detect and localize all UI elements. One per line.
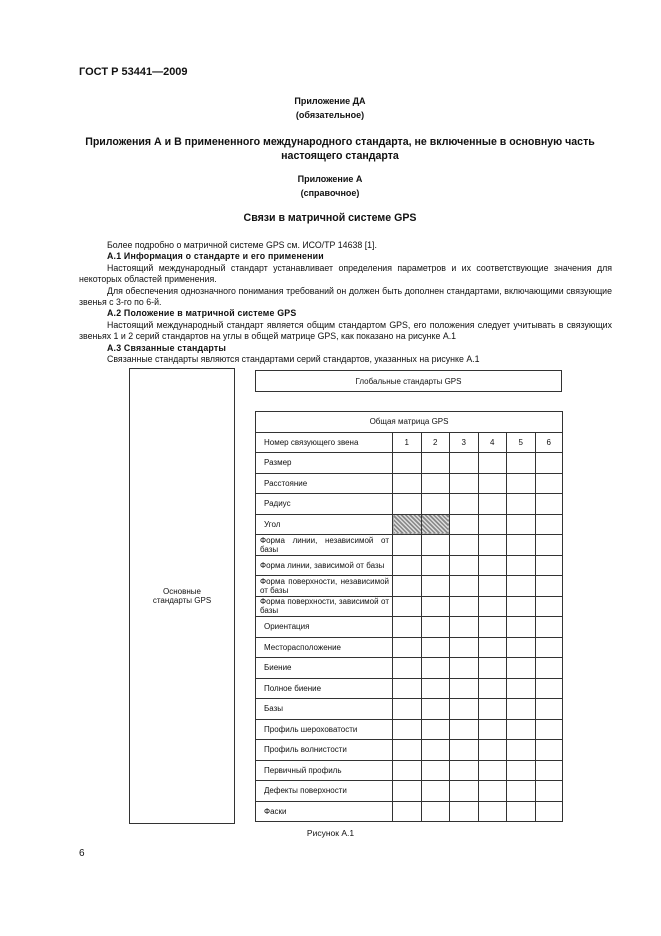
- matrix-cell: [535, 699, 563, 720]
- matrix-cell: [478, 555, 507, 576]
- matrix-cell: [535, 637, 563, 658]
- matrix-cell-highlighted: [421, 514, 450, 535]
- matrix-row: [256, 453, 563, 474]
- matrix-cell: [421, 473, 450, 494]
- matrix-cell: [450, 617, 479, 638]
- document-header: ГОСТ Р 53441—2009: [79, 66, 188, 78]
- matrix-cell: [421, 494, 450, 515]
- matrix-row: [256, 781, 563, 802]
- matrix-row: [256, 576, 563, 597]
- matrix-cell: [450, 637, 479, 658]
- matrix-cell: [450, 658, 479, 679]
- matrix-cell: [535, 760, 563, 781]
- link-number: 3: [450, 432, 479, 453]
- matrix-cell: [507, 555, 536, 576]
- matrix-row-label: Угол: [256, 514, 393, 535]
- paragraph-a1-1: Настоящий международный стандарт устанавливает определения параметров и их соответствующие значения для некоторых областей применения.: [79, 262, 612, 285]
- link-number: 2: [421, 432, 450, 453]
- global-standards-box: [255, 370, 562, 392]
- matrix-cell: [507, 658, 536, 679]
- matrix-row: [256, 719, 563, 740]
- matrix-row: [256, 658, 563, 679]
- matrix-cell: [507, 760, 536, 781]
- matrix-cell: [421, 699, 450, 720]
- matrix-cell: [478, 801, 507, 822]
- matrix-cell: [535, 473, 563, 494]
- matrix-cell: [535, 658, 563, 679]
- matrix-cell: [507, 637, 536, 658]
- matrix-cell: [535, 576, 563, 597]
- matrix-cell: [450, 781, 479, 802]
- matrix-cell: [478, 781, 507, 802]
- matrix-cell: [450, 699, 479, 720]
- matrix-cell: [421, 555, 450, 576]
- annex-a-title: Приложение А: [297, 174, 363, 184]
- annex-da-title: Приложение ДА: [294, 96, 366, 106]
- matrix-cell: [421, 719, 450, 740]
- matrix-cell: [421, 801, 450, 822]
- matrix-cell: [450, 453, 479, 474]
- matrix-cell: [507, 576, 536, 597]
- matrix-row: [256, 596, 563, 617]
- matrix-cell: [507, 719, 536, 740]
- matrix-cell: [393, 781, 422, 802]
- matrix-row-label: Фаски: [256, 801, 393, 822]
- matrix-row: [256, 617, 563, 638]
- basic-standards-label: Основные стандарты GPS: [152, 587, 212, 605]
- matrix-row: [256, 699, 563, 720]
- matrix-row: [256, 637, 563, 658]
- matrix-row: [256, 801, 563, 822]
- matrix-cell: [478, 699, 507, 720]
- link-number: 4: [478, 432, 507, 453]
- matrix-cell: [421, 535, 450, 556]
- basic-standards-box: [129, 368, 235, 824]
- matrix-cell: [535, 453, 563, 474]
- matrix-cell: [535, 617, 563, 638]
- matrix-row-label: Профиль волнистости: [256, 740, 393, 761]
- matrix-cell: [421, 760, 450, 781]
- matrix-cell: [421, 781, 450, 802]
- matrix-cell: [535, 740, 563, 761]
- matrix-row-label: Базы: [256, 699, 393, 720]
- matrix-cell: [478, 596, 507, 617]
- gps-matrix-table: [255, 411, 563, 822]
- matrix-row-label: Форма линии, зависимой от базы: [256, 555, 393, 576]
- annex-da-status: (обязательное): [295, 110, 365, 120]
- link-header: Номер связующего звена: [256, 432, 393, 453]
- matrix-cell: [478, 740, 507, 761]
- matrix-cell: [535, 555, 563, 576]
- matrix-row: [256, 535, 563, 556]
- paragraph-a1-2: Для обеспечения однозначного понимания требований он должен быть дополнен стандартами, включающими связующие звенья с 3-го по 6-й.: [79, 285, 612, 308]
- matrix-cell: [393, 596, 422, 617]
- matrix-row-label: Форма поверхности, независимой от базы: [256, 576, 393, 597]
- matrix-cell: [393, 740, 422, 761]
- heading-a1: А.1 Информация о стандарте и его применении: [107, 251, 324, 262]
- matrix-cell: [507, 740, 536, 761]
- matrix-cell: [478, 678, 507, 699]
- matrix-cell: [507, 801, 536, 822]
- matrix-cell: [421, 596, 450, 617]
- matrix-cell: [393, 699, 422, 720]
- matrix-cell: [535, 801, 563, 822]
- matrix-row-label: Ориентация: [256, 617, 393, 638]
- matrix-cell: [393, 678, 422, 699]
- matrix-cell: [478, 473, 507, 494]
- matrix-cell: [421, 453, 450, 474]
- main-title-line2: настоящего стандарта: [281, 150, 399, 162]
- matrix-cell: [393, 494, 422, 515]
- matrix-cell: [450, 514, 479, 535]
- matrix-cell: [535, 781, 563, 802]
- matrix-cell: [393, 658, 422, 679]
- matrix-row-label: Биение: [256, 658, 393, 679]
- matrix-cell: [450, 740, 479, 761]
- heading-a3: А.3 Связанные стандарты: [107, 342, 227, 353]
- matrix-cell: [421, 740, 450, 761]
- matrix-row-label: Радиус: [256, 494, 393, 515]
- section-title: Связи в матричной системе GPS: [243, 212, 417, 224]
- matrix-cell: [535, 596, 563, 617]
- main-title-line1: Приложения А и В примененного международного стандарта, не включенные в основную часть: [85, 136, 595, 148]
- matrix-cell: [421, 637, 450, 658]
- matrix-row-label: Размер: [256, 453, 393, 474]
- matrix-cell: [393, 576, 422, 597]
- matrix-cell: [393, 719, 422, 740]
- matrix-cell: [450, 801, 479, 822]
- matrix-cell: [535, 719, 563, 740]
- matrix-row: [256, 740, 563, 761]
- matrix-row: [256, 514, 563, 535]
- link-number: 5: [507, 432, 536, 453]
- matrix-row-label: Первичный профиль: [256, 760, 393, 781]
- matrix-row-label: Дефекты поверхности: [256, 781, 393, 802]
- matrix-cell: [393, 801, 422, 822]
- matrix-cell: [507, 596, 536, 617]
- matrix-cell: [478, 514, 507, 535]
- matrix-cell: [507, 453, 536, 474]
- matrix-cell: [478, 719, 507, 740]
- matrix-row-label: Профиль шероховатости: [256, 719, 393, 740]
- matrix-cell: [450, 555, 479, 576]
- matrix-title-row: [256, 412, 563, 433]
- matrix-cell: [507, 617, 536, 638]
- matrix-cell-highlighted: [393, 514, 422, 535]
- matrix-cell: [421, 576, 450, 597]
- matrix-cell: [450, 719, 479, 740]
- matrix-cell: [478, 494, 507, 515]
- matrix-row: [256, 678, 563, 699]
- matrix-cell: [450, 494, 479, 515]
- matrix-cell: [421, 678, 450, 699]
- matrix-cell: [507, 494, 536, 515]
- matrix-row-label: Форма поверхности, зависимой от базы: [256, 596, 393, 617]
- matrix-row-label: Полное биение: [256, 678, 393, 699]
- matrix-cell: [507, 514, 536, 535]
- matrix-cell: [478, 453, 507, 474]
- matrix-row: [256, 760, 563, 781]
- figure-caption: Рисунок А.1: [306, 828, 355, 838]
- link-header-row: [256, 432, 563, 453]
- matrix-cell: [507, 781, 536, 802]
- matrix-cell: [450, 596, 479, 617]
- matrix-row-label: Форма линии, независимой от базы: [256, 535, 393, 556]
- matrix-cell: [450, 473, 479, 494]
- matrix-cell: [507, 535, 536, 556]
- matrix-cell: [393, 617, 422, 638]
- matrix-cell: [478, 658, 507, 679]
- annex-a-status: (справочное): [300, 188, 360, 198]
- paragraph-intro: Более подробно о матричной системе GPS см. ИСО/ТР 14638 [1].: [107, 240, 377, 250]
- paragraph-a2: Настоящий международный стандарт является общим стандартом GPS, его положения следует учитывать в связующих звеньях 1 и 2 серий стандартов на углы в общей матрице GPS, как показано на рисунке А.1: [79, 319, 612, 342]
- matrix-cell: [450, 576, 479, 597]
- matrix-cell: [450, 760, 479, 781]
- matrix-row: [256, 555, 563, 576]
- matrix-cell: [478, 617, 507, 638]
- matrix-cell: [421, 617, 450, 638]
- matrix-cell: [421, 658, 450, 679]
- matrix-row: [256, 473, 563, 494]
- matrix-cell: [393, 453, 422, 474]
- matrix-row-label: Расстояние: [256, 473, 393, 494]
- matrix-cell: [478, 535, 507, 556]
- heading-a2: А.2 Положение в матричной системе GPS: [107, 308, 297, 319]
- paragraph-a3: Связанные стандарты являются стандартами серий стандартов, указанных на рисунке А.1: [107, 354, 480, 365]
- matrix-cell: [393, 555, 422, 576]
- matrix-cell: [393, 760, 422, 781]
- matrix-cell: [478, 637, 507, 658]
- matrix-cell: [450, 678, 479, 699]
- matrix-cell: [535, 535, 563, 556]
- matrix-cell: [450, 535, 479, 556]
- matrix-cell: [535, 514, 563, 535]
- page-number: 6: [79, 848, 85, 859]
- matrix-cell: [393, 473, 422, 494]
- matrix-cell: [478, 576, 507, 597]
- body-text: [79, 240, 612, 365]
- matrix-title: Общая матрица GPS: [256, 412, 563, 433]
- link-number: 6: [535, 432, 563, 453]
- matrix-cell: [507, 699, 536, 720]
- matrix-cell: [507, 473, 536, 494]
- matrix-cell: [478, 760, 507, 781]
- matrix-row-label: Месторасположение: [256, 637, 393, 658]
- matrix-cell: [535, 678, 563, 699]
- main-title: [60, 135, 620, 163]
- matrix-row: [256, 494, 563, 515]
- link-number: 1: [393, 432, 422, 453]
- global-standards-label: Глобальные стандарты GPS: [355, 376, 462, 386]
- matrix-cell: [393, 637, 422, 658]
- matrix-cell: [507, 678, 536, 699]
- matrix-cell: [535, 494, 563, 515]
- matrix-cell: [393, 535, 422, 556]
